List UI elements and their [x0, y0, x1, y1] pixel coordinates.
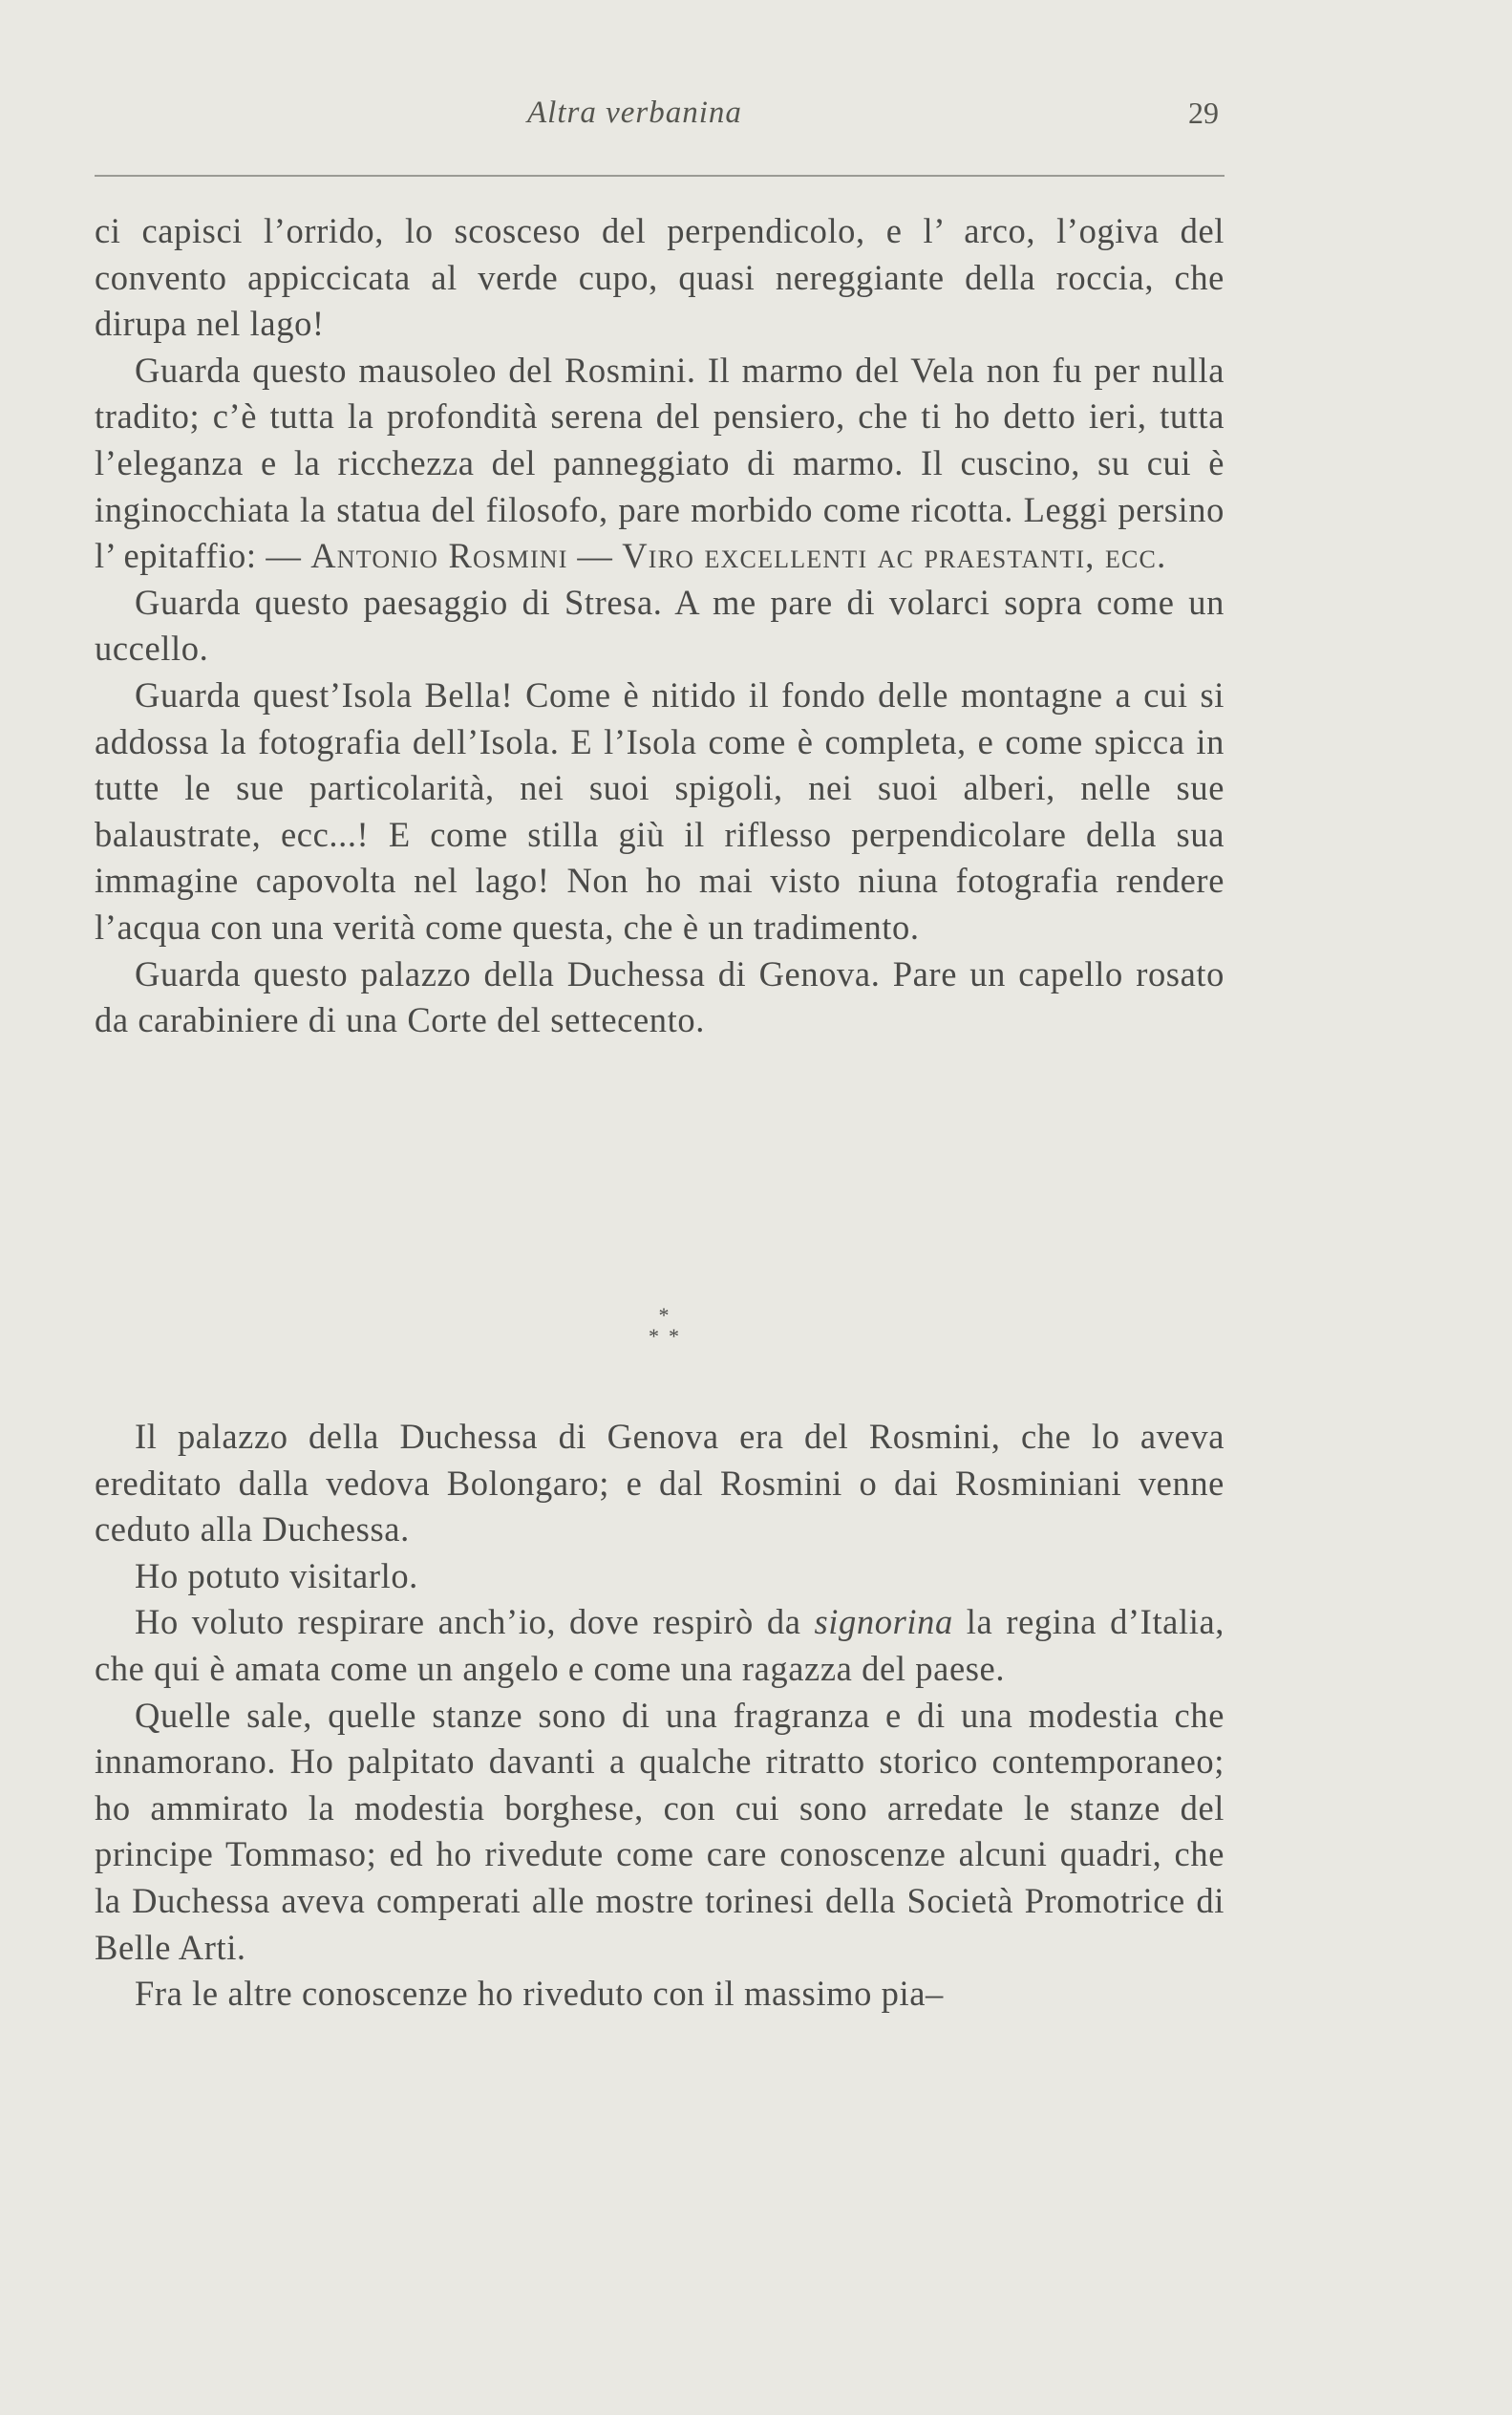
epitaph-text: Viro excellenti ac praestanti, ecc.: [622, 536, 1167, 576]
paragraph-text: Ho voluto respirare anch’io, dove respirò da: [135, 1602, 815, 1642]
paragraph-signorina: [95, 1599, 1225, 1692]
section-separator-asterism: [630, 1305, 697, 1362]
paragraph-text: Guarda questo mausoleo del Rosmini. Il marmo del Vela non fu per nulla tradito; c’è tutta la profondità serena del pensiero, che ti ho detto ieri, tutta l’eleganza e la ricchezza del panneggiato di marmo. Il cuscino, su cui è inginocchiata la statua del filosofo, pare morbido come ricotta. Leggi persino l’ epitaffio: —: [95, 350, 1225, 576]
paragraph: Ho potuto visitarlo.: [135, 1555, 418, 1595]
body-text-section-1: [95, 208, 1225, 1044]
page-header: [0, 96, 1512, 143]
running-title: Altra verbanina: [527, 96, 742, 130]
paragraph-text: la regina d’Italia, che qui è amata come un angelo e come una ragazza del paese.: [95, 1602, 1225, 1688]
epitaph-dash: —: [567, 536, 623, 576]
header-divider: [95, 175, 1225, 177]
asterism-star: *: [649, 1324, 659, 1348]
paragraph-rosmini-mausoleum: [95, 348, 1225, 580]
asterism-star: *: [658, 1303, 670, 1327]
body-text-section-2: [95, 1414, 1225, 2018]
paragraph: Fra le altre conoscenze ho riveduto con il massimo pia–: [135, 1974, 944, 2014]
paragraph: Guarda questo palazzo della Duchessa di Genova. Pare un capello rosato da carabiniere di una Corte del settecento.: [95, 953, 1225, 1040]
asterism-star: *: [669, 1324, 679, 1348]
italic-word: signorina: [814, 1602, 953, 1642]
epitaph-name: Antonio Rosmini: [310, 536, 568, 576]
paragraph: ci capisci l’orrido, lo scosceso del perpendicolo, e l’ arco, l’ogiva del convento appiccicata al verde cupo, quasi nereggiante della roccia, che dirupa nel lago!: [95, 211, 1225, 344]
paragraph: Quelle sale, quelle stanze sono di una fragranza e di una modestia che innamorano. Ho palpitato davanti a qualche ritratto storico contemporaneo; ho ammirato la modestia borghese, con cui sono arredate le stanze del principe Tommaso; ed ho rivedute come care conoscenze alcuni quadri, che la Duchessa aveva comperati alle mostre torinesi della Società Promotrice di Belle Arti.: [95, 1695, 1225, 1967]
paragraph: Guarda quest’Isola Bella! Come è nitido il fondo delle montagne a cui si addossa la fotografia dell’Isola. E l’Isola come è completa, e come spicca in tutte le sue particolarità, nei suoi spigoli, nei suoi alberi, nelle sue balaustrate, ecc...! E come stilla giù il riflesso perpendicolare della sua immagine capovolta nel lago! Non ho mai visto niuna fotografia rendere l’acqua con una verità come questa, che è un tradimento.: [95, 674, 1225, 947]
paragraph: Guarda questo paesaggio di Stresa. A me pare di volarci sopra come un uccello.: [95, 582, 1225, 669]
paragraph: Il palazzo della Duchessa di Genova era del Rosmini, che lo aveva ereditato dalla vedova Bolongaro; e dal Rosmini o dai Rosminiani venne ceduto alla Duchessa.: [95, 1417, 1225, 1549]
page-number: 29: [1188, 96, 1219, 130]
